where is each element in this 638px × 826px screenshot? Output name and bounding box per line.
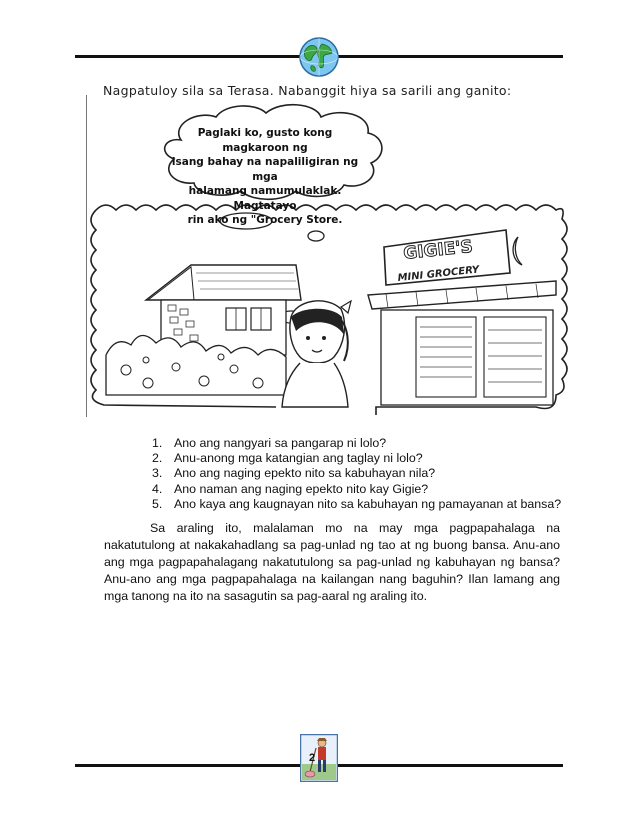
farmer-picture-icon bbox=[300, 734, 338, 782]
question-item: 2. Anu-anong mga katangian ang taglay ni lolo? bbox=[152, 451, 423, 466]
question-item: 4. Ano naman ang naging epekto nito kay Gigie? bbox=[152, 481, 429, 496]
question-text: Ano naman ang naging epekto nito kay Gigie? bbox=[174, 481, 429, 496]
thought-line: Paglaki ko, gusto kong magkaroon ng bbox=[197, 127, 333, 154]
question-text: Ano ang naging epekto nito sa kabuhayan nila? bbox=[174, 466, 436, 481]
body-paragraph: Sa araling ito, malalaman mo na may mga pagpapahalaga na nakatutulong at nakakahadlang sa pag-unlad ng tao at ng buong bansa. Anu-ano ang mga pagpapahalagang nakatutulong sa pag-unlad ng kabuhayan ng bansa? Anu-ano ang mga pagpapahalaga na kailangan nang baguhin? Ilan lamang ang mga tanong na ito na sasagutin sa pag-aaral ng araling ito. bbox=[104, 521, 560, 603]
question-text: Ano ang nangyari sa pangarap ni lolo? bbox=[174, 436, 387, 450]
store-sign-name: GIGIE'S bbox=[402, 236, 474, 264]
thought-line: halamang namumulaklak. Magtatayo bbox=[188, 185, 342, 212]
thought-line: rin ako ng "Grocery Store. bbox=[187, 214, 343, 226]
question-text: Anu-anong mga katangian ang taglay ni lolo? bbox=[174, 451, 423, 466]
page-number: 2 bbox=[309, 752, 316, 764]
question-item: 3. Ano ang naging epekto nito sa kabuhayan nila? bbox=[152, 466, 436, 481]
questions-list bbox=[152, 436, 561, 512]
question-item: 1. Ano ang nangyari sa pangarap ni lolo? bbox=[152, 436, 387, 450]
illustration-intro: Nagpatuloy sila sa Terasa. Nabanggit hiya sa sarili ang ganito: bbox=[103, 83, 512, 98]
thought-line: isang bahay na napaliligiran ng mga bbox=[171, 156, 359, 183]
globe-icon bbox=[298, 36, 340, 78]
question-text: Ano kaya ang kaugnayan nito sa kabuhayan ng pamayanan at bansa? bbox=[174, 496, 562, 511]
store-sign-subtitle: MINI GROCERY bbox=[397, 264, 480, 284]
thought-bubble-text bbox=[165, 126, 365, 228]
question-item: 5. Ano kaya ang kaugnayan nito sa kabuhayan ng pamayanan at bansa? bbox=[152, 496, 562, 511]
